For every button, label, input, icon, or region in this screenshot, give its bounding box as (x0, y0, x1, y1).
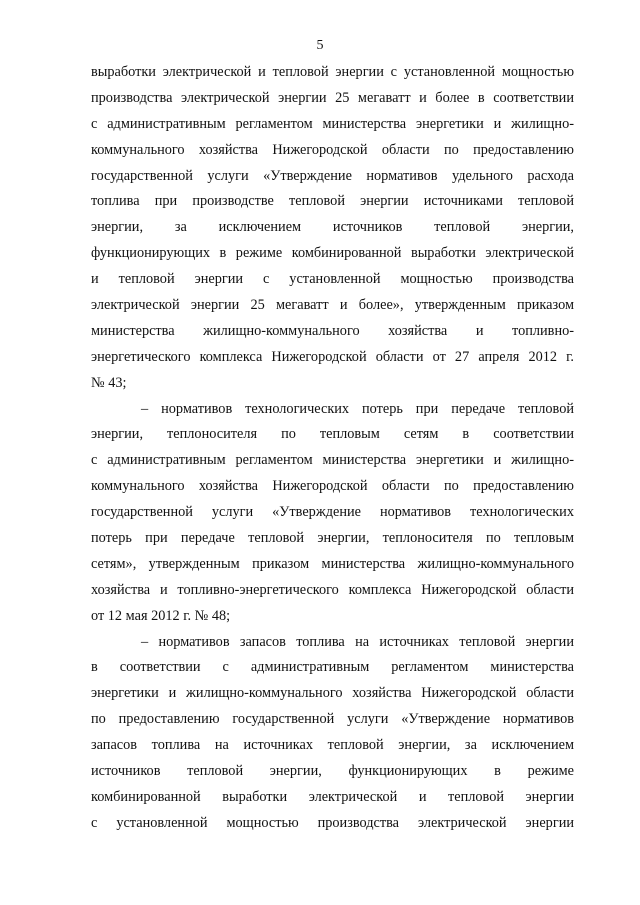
text-line: по предоставлению государственной услуги «Утверждение нормативов (91, 711, 574, 728)
text-line: выработки электрической и тепловой энергии с установленной мощностью (91, 64, 574, 80)
text-line: потерь при передаче тепловой энергии, теплоносителя по тепловым (91, 530, 574, 547)
paragraph (91, 60, 574, 397)
text-line: – нормативов технологических потерь при передаче тепловой (141, 400, 574, 417)
text-line: коммунального хозяйства Нижегородской области по предоставлению (91, 141, 574, 158)
text-line: государственной услуги «Утверждение нормативов удельного расхода (91, 167, 574, 184)
text-line: производства электрической энергии 25 мегаватт и более в соответствии (91, 89, 574, 106)
text-line: источников тепловой энергии, функционирующих в режиме (91, 763, 574, 780)
text-line: в соответствии с административным регламентом министерства (91, 659, 574, 676)
text-line: комбинированной выработки электрической и тепловой энергии (91, 788, 574, 805)
paragraph (91, 630, 574, 837)
text-line: топлива при производстве тепловой энергии источниками тепловой (91, 193, 574, 210)
text-line: министерства жилищно-коммунального хозяйства и топливно- (91, 322, 574, 339)
text-line: с административным регламентом министерства энергетики и жилищно- (91, 452, 574, 469)
text-line: хозяйства и топливно-энергетического комплекса Нижегородской области (91, 581, 574, 598)
text-line: энергии, за исключением источников тепловой энергии, (91, 219, 574, 236)
text-line: и тепловой энергии с установленной мощностью производства (91, 271, 574, 288)
text-line: коммунального хозяйства Нижегородской области по предоставлению (91, 478, 574, 495)
page-number: 5 (316, 38, 324, 53)
text-line: электрической энергии 25 мегаватт и более», утвержденным приказом (91, 297, 574, 314)
text-line: функционирующих в режиме комбинированной выработки электрической (91, 245, 574, 262)
text-line: запасов топлива на источниках тепловой энергии, за исключением (91, 737, 574, 754)
text-line: с установленной мощностью производства электрической энергии (91, 814, 574, 831)
text-line: сетям», утвержденным приказом министерства жилищно-коммунального (91, 555, 574, 572)
text-line: с административным регламентом министерства энергетики и жилищно- (91, 115, 574, 132)
text-line: № 43; (91, 374, 127, 391)
text-line: – нормативов запасов топлива на источниках тепловой энергии (141, 633, 574, 650)
text-line: энергетики и жилищно-коммунального хозяйства Нижегородской области (91, 685, 574, 702)
text-line: от 12 мая 2012 г. № 48; (91, 607, 231, 624)
paragraph (91, 397, 574, 630)
document-body (91, 60, 574, 837)
text-line: энергетического комплекса Нижегородской области от 27 апреля 2012 г. (91, 348, 574, 365)
text-line: энергии, теплоносителя по тепловым сетям в соответствии (91, 426, 574, 443)
text-line: государственной услуги «Утверждение нормативов технологических (91, 504, 574, 521)
